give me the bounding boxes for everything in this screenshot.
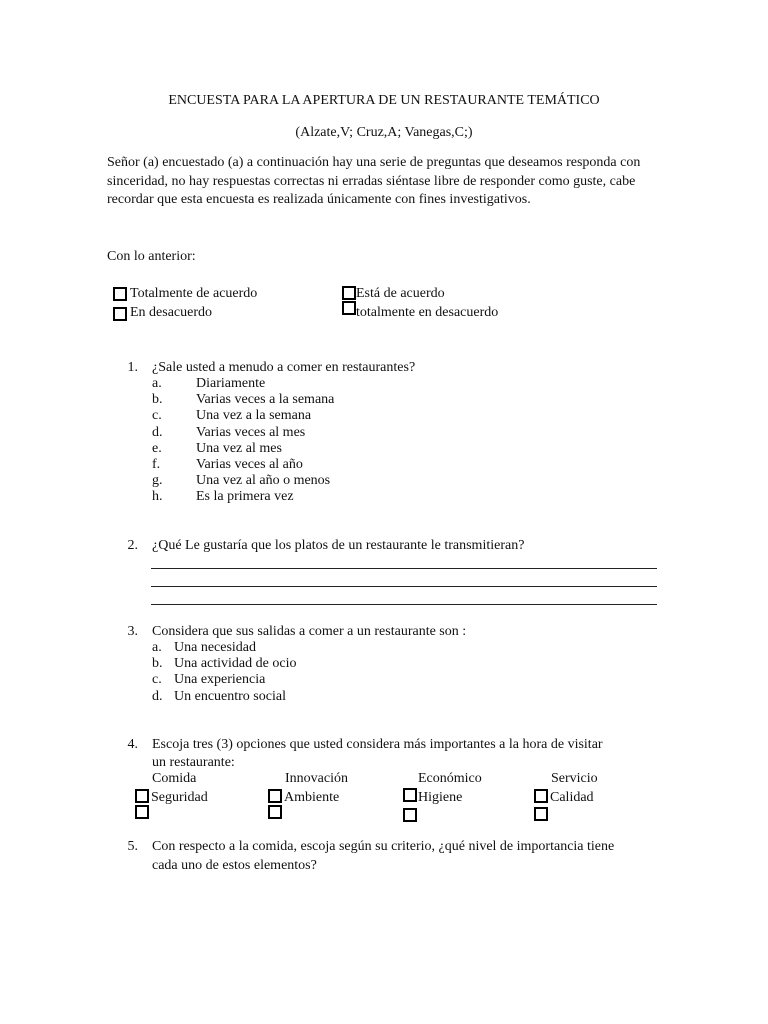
intro-paragraph: Señor (a) encuestado (a) a continuación hay una serie de preguntas que deseamos responda con sinceridad, no hay respuestas correctas ni erradas siéntase libre de responder como guste, cabe recordar que esta encuesta es realizada únicamente con fines investigativos. [107,155,641,207]
q1-option[interactable]: Varias veces a la semana [196,392,335,407]
checkbox-innovacion[interactable] [268,789,282,803]
option-totalmente-de-acuerdo: Totalmente de acuerdo [130,286,258,301]
q2-number: 2. [127,538,138,553]
checkbox-economico[interactable] [403,788,417,802]
authors: (Alzate,V; Cruz,A; Vanegas,C;) [295,125,473,140]
lead-text: Con lo anterior: [107,249,196,264]
q1-text: ¿Sale usted a menudo a comer en restaurantes? [152,360,416,375]
q3-option-letter: b. [152,656,163,671]
checkbox-higiene[interactable] [403,808,417,822]
page-title: ENCUESTA PARA LA APERTURA DE UN RESTAURANTE TEMÁTICO [168,93,600,108]
checkbox-totalmente-en-desacuerdo[interactable] [342,301,356,315]
checkbox-esta-de-acuerdo[interactable] [342,286,356,300]
q5-text-line2: cada uno de estos elementos? [152,858,317,873]
q3-text: Considera que sus salidas a comer a un restaurante son : [152,624,467,639]
option-totalmente-en-desacuerdo: totalmente en desacuerdo [356,305,499,320]
q1-option[interactable]: Una vez al año o menos [196,473,331,488]
q1-option-letter: b. [152,392,163,407]
option-en-desacuerdo: En desacuerdo [130,305,213,320]
q4-option-innovacion: Innovación [285,771,348,786]
q3-option[interactable]: Una necesidad [174,640,257,655]
q3-option[interactable]: Una actividad de ocio [174,656,297,671]
checkbox-en-desacuerdo[interactable] [113,307,127,321]
checkbox-comida[interactable] [135,789,149,803]
q3-option-letter: d. [152,689,163,704]
q2-text: ¿Qué Le gustaría que los platos de un restaurante le transmitieran? [152,538,525,553]
q4-number: 4. [127,737,138,752]
q4-option-seguridad: Seguridad [151,790,208,805]
q4-option-comida: Comida [152,771,197,786]
q5-text-line1: Con respecto a la comida, escoja según su criterio, ¿qué nivel de importancia tiene [152,839,615,854]
q4-option-servicio: Servicio [551,771,598,786]
q2-answer-line[interactable] [151,604,657,605]
q1-number: 1. [127,360,138,375]
q1-option-letter: a. [152,376,162,391]
q4-option-calidad: Calidad [550,790,594,805]
checkbox-totalmente-de-acuerdo[interactable] [113,287,127,301]
q1-option-letter: f. [152,457,161,472]
q1-option[interactable]: Una vez a la semana [196,408,312,423]
q2-answer-line[interactable] [151,586,657,587]
q5-number: 5. [127,839,138,854]
q1-option-letter: g. [152,473,163,488]
q1-option[interactable]: Varias veces al mes [196,425,306,440]
q1-option[interactable]: Diariamente [196,376,266,391]
checkbox-ambiente[interactable] [268,805,282,819]
q4-option-economico: Económico [418,771,482,786]
q4-text-line2: un restaurante: [152,755,235,770]
q1-option-letter: e. [152,441,162,456]
q3-option[interactable]: Una experiencia [174,672,266,687]
checkbox-calidad[interactable] [534,807,548,821]
option-esta-de-acuerdo: Está de acuerdo [356,286,445,301]
checkbox-servicio[interactable] [534,789,548,803]
checkbox-seguridad[interactable] [135,805,149,819]
q3-option[interactable]: Un encuentro social [174,689,286,704]
q1-option[interactable]: Una vez al mes [196,441,282,456]
q4-option-ambiente: Ambiente [284,790,340,805]
q1-option-letter: c. [152,408,162,423]
q1-option-letter: h. [152,489,163,504]
q3-option-letter: c. [152,672,162,687]
q4-option-higiene: Higiene [418,790,463,805]
q1-option[interactable]: Es la primera vez [196,489,294,504]
q3-number: 3. [127,624,138,639]
q2-answer-line[interactable] [151,568,657,569]
q1-option-letter: d. [152,425,163,440]
q3-option-letter: a. [152,640,162,655]
q4-text-line1: Escoja tres (3) opciones que usted considera más importantes a la hora de visitar [152,737,603,752]
q1-option[interactable]: Varias veces al año [196,457,303,472]
